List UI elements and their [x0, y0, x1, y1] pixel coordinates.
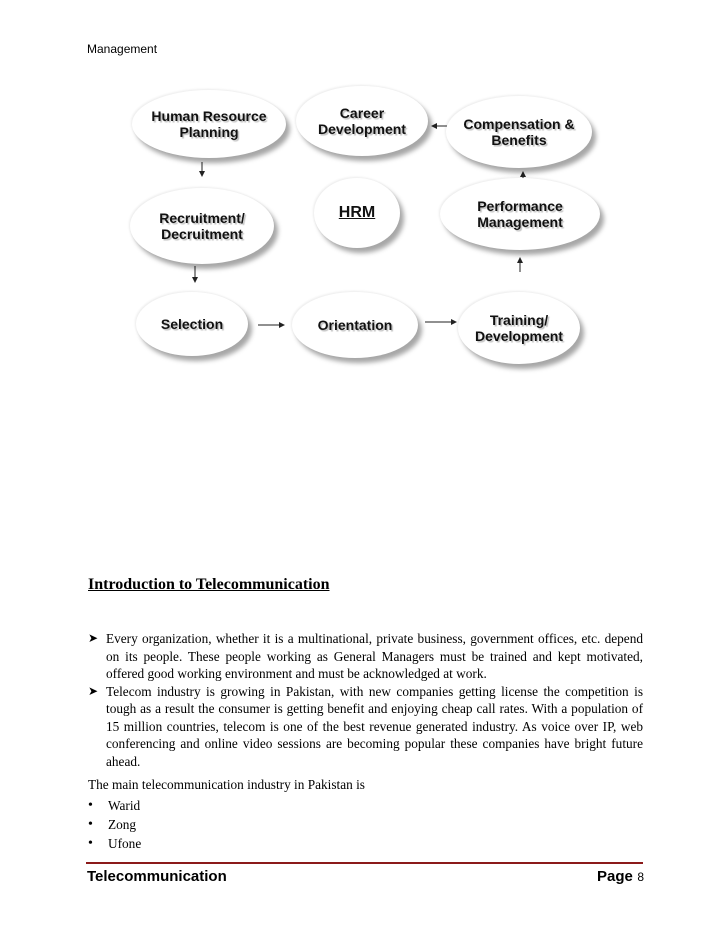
- footer-title: Telecommunication: [87, 868, 227, 885]
- node-recruitment: Recruitment/ Decruitment: [130, 188, 274, 264]
- arrow-bullet-icon: ➤: [88, 631, 99, 645]
- footer-divider: [86, 862, 643, 864]
- node-compensation-benefits: Compensation & Benefits: [446, 96, 592, 168]
- bullet-item: ➤ Every organization, whether it is a multinational, private business, government offices, etc. depend on its people. These people working as General Managers must be trained and kept motivated, offered good working environment and must be acknowledged at work.: [88, 631, 643, 681]
- bullet-dot-icon: •: [88, 817, 93, 832]
- arrow-bullet-icon: ➤: [88, 683, 99, 698]
- list-item: • Warid: [88, 798, 141, 813]
- bullet-dot-icon: •: [88, 798, 93, 813]
- page-header-title: Management: [87, 42, 158, 56]
- list-item: • Ufone: [88, 836, 142, 851]
- node-hr-planning: Human Resource Planning: [132, 90, 286, 158]
- page-number: [560, 868, 644, 886]
- bullet-item: ➤ Telecom industry is growing in Pakistan, with new companies getting license the competition is tough as a result the consumer is getting benefit and enjoying cheap call rates. With a population of 15 million countries, telecom is one of the best revenue generated industry. As voice over IP, web conferencing and online video sessions are becoming popular these companies have bright future ahead.: [88, 683, 643, 769]
- bullet-dot-icon: •: [88, 836, 93, 851]
- companies-intro: The main telecommunication industry in Pakistan is: [88, 777, 365, 792]
- list-item: • Zong: [88, 817, 137, 832]
- page-number-value: 8: [637, 870, 644, 884]
- node-selection: Selection: [136, 292, 248, 356]
- company-list: [88, 796, 141, 853]
- node-hrm: HRM: [314, 178, 400, 248]
- page-label: Page: [597, 868, 633, 885]
- bullet-list: [88, 630, 643, 770]
- node-training-development: Training/ Development: [458, 292, 580, 364]
- node-orientation: Orientation: [292, 292, 418, 358]
- section-heading: Introduction to Telecommunication: [88, 576, 330, 593]
- node-career-development: Career Development: [296, 86, 428, 156]
- node-performance-management: Performance Management: [440, 178, 600, 250]
